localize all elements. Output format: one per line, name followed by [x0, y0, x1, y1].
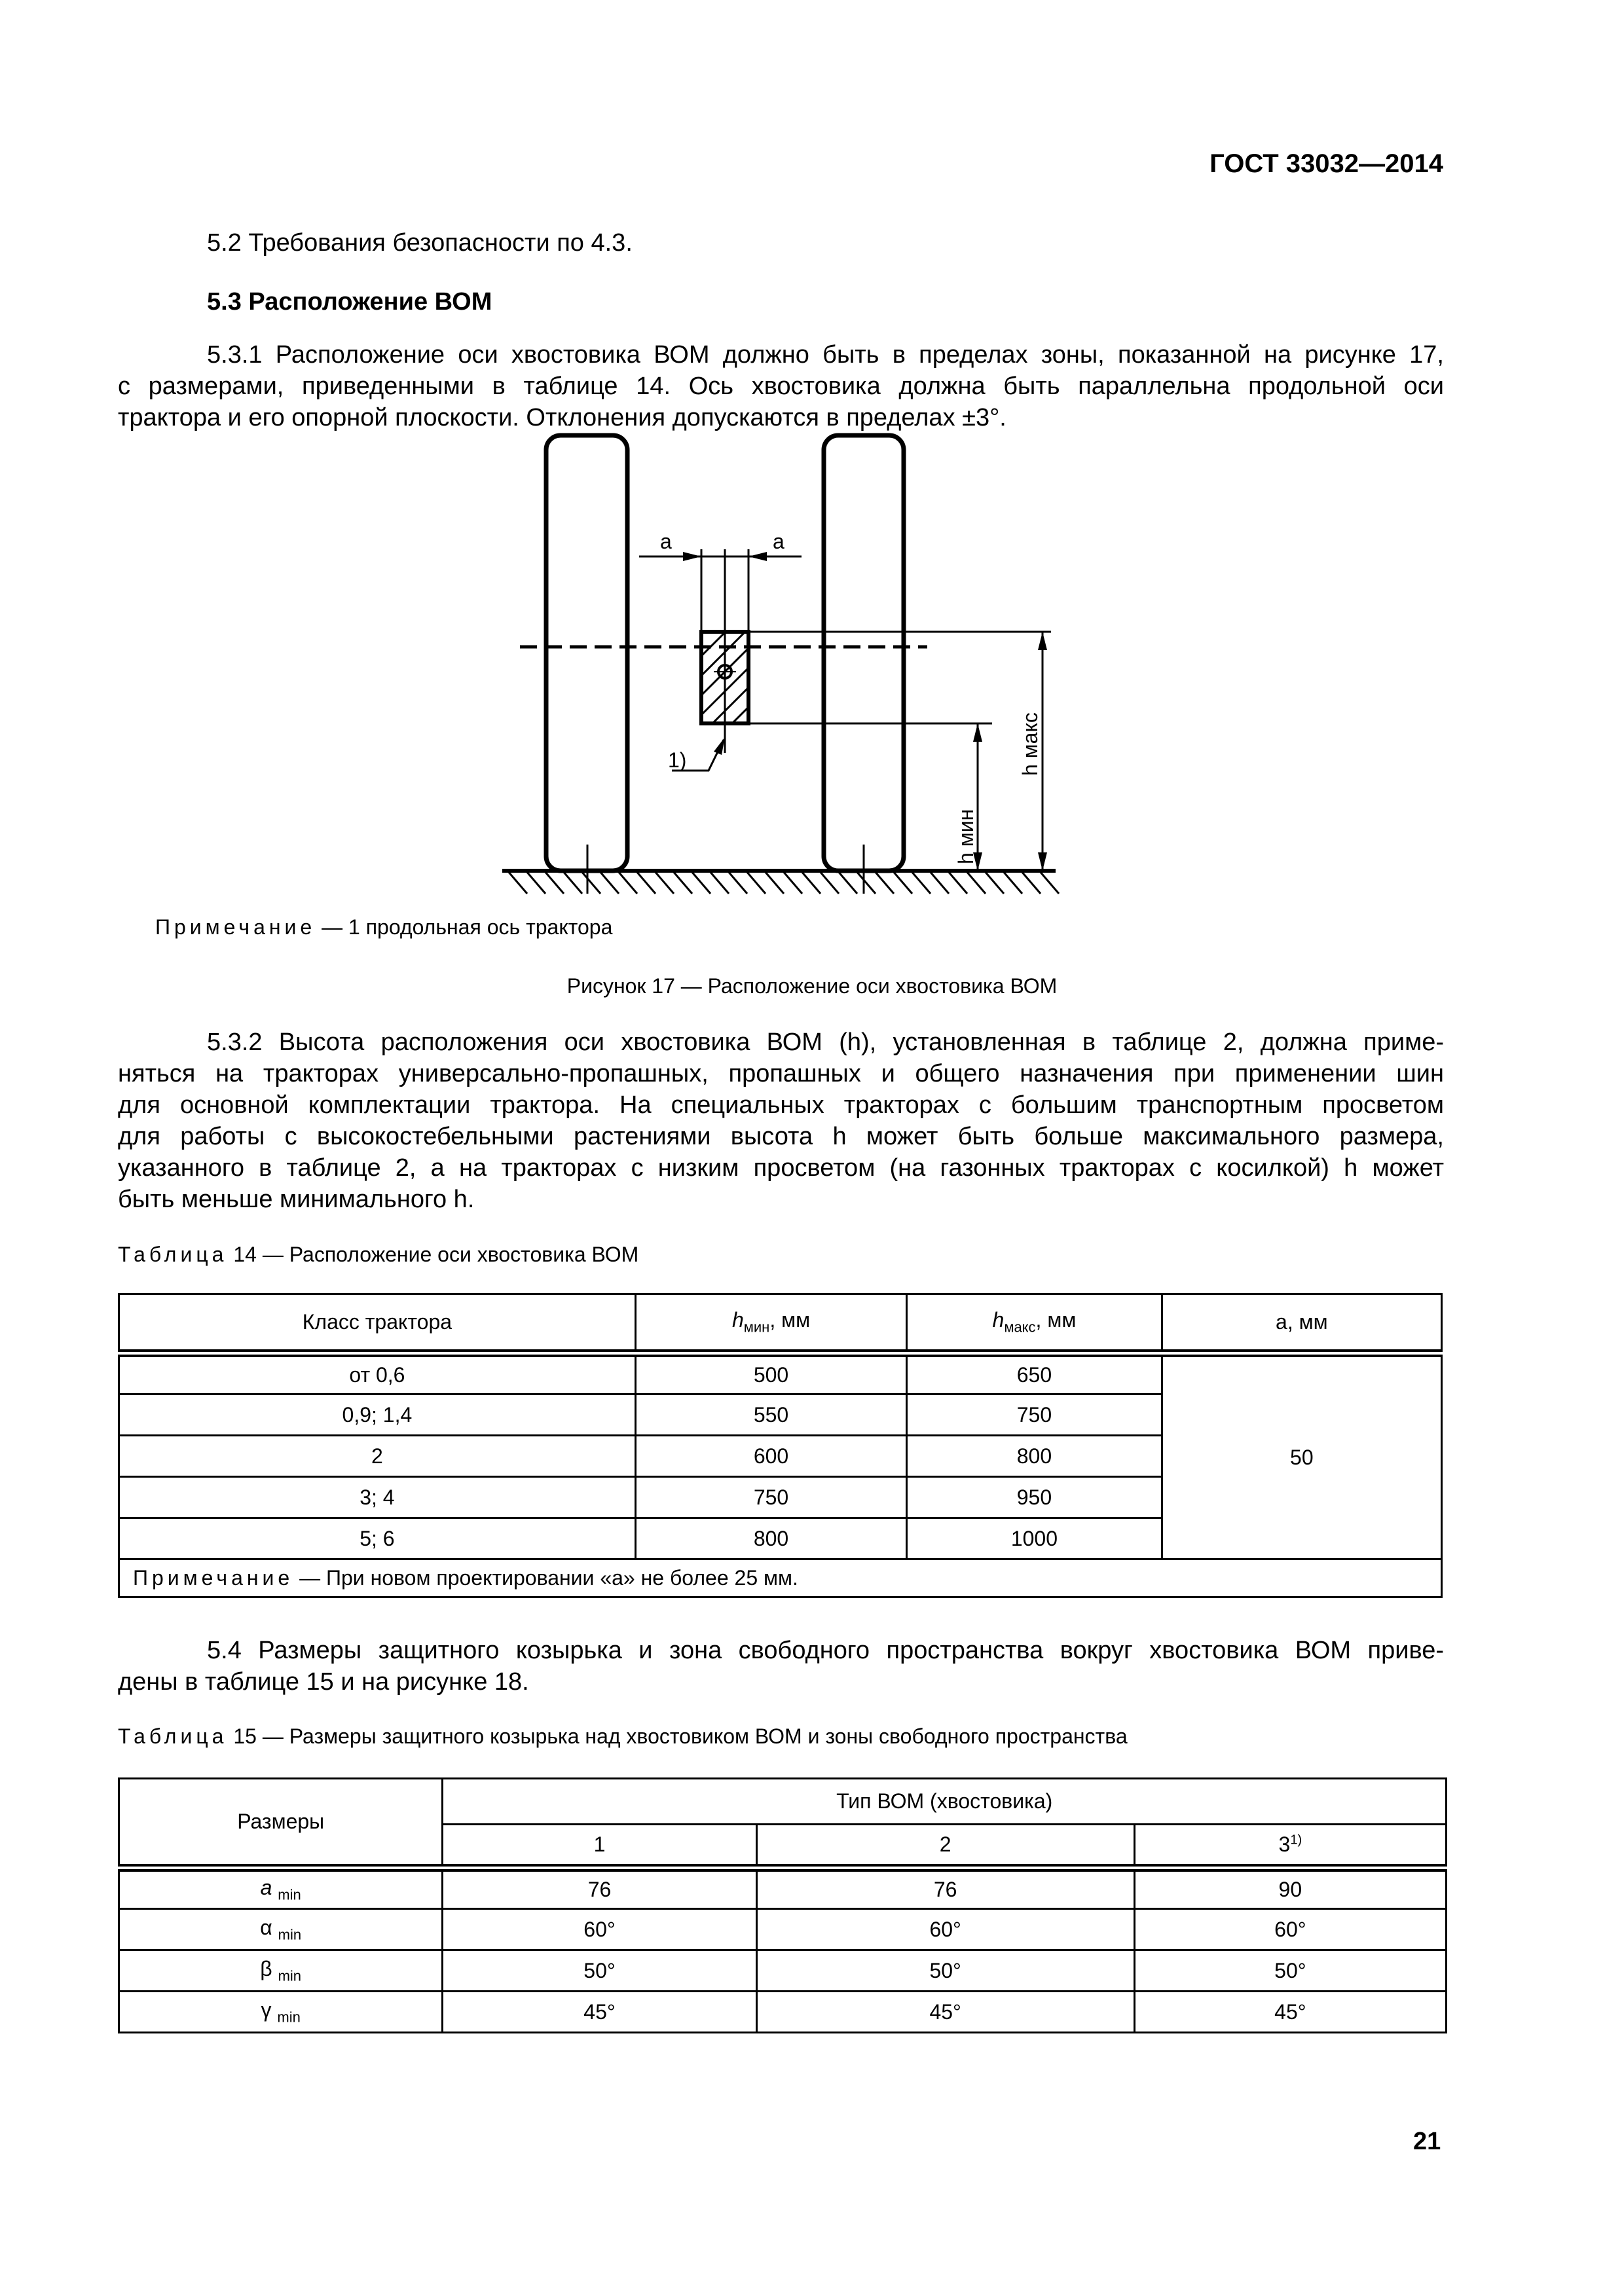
cell-hmin: 750	[635, 1477, 906, 1518]
table-15	[118, 1777, 1447, 2033]
cell-class: 5; 6	[119, 1518, 636, 1559]
cell-hmax: 650	[907, 1353, 1162, 1394]
cell-value: 60°	[1134, 1909, 1446, 1950]
standard-number: ГОСТ 33032—2014	[1209, 149, 1443, 178]
note-text: — 1 продольная ось трактора	[322, 915, 613, 939]
section-5-3-heading: 5.3 Расположение ВОМ	[207, 288, 492, 316]
table-row	[119, 1868, 1447, 1909]
table-row	[119, 1950, 1447, 1992]
header-type-2: 2	[756, 1825, 1134, 1868]
header-type-3: 3$^{1)}$	[1134, 1825, 1446, 1868]
header-hmin: $h_{мин}$, мм	[635, 1294, 906, 1353]
table-note: Примечание — При новом проектировании «а» не более 25 мм.	[119, 1559, 1442, 1597]
figure-caption: Рисунок 17 — Расположение оси хвостовика ВОМ	[566, 974, 1058, 998]
section-5-2: 5.2 Требования безопасности по 4.3.	[207, 229, 633, 257]
paragraph-line: с размерами, приведенными в таблице 14. Ось хвостовика должна быть параллельна продольной оси	[118, 373, 1444, 400]
right-wheel	[824, 435, 904, 871]
header-type: Тип ВОМ (хвостовика)	[443, 1779, 1447, 1825]
cell-param: γ $_{min}$	[119, 1992, 443, 2033]
cell-param: α $_{min}$	[119, 1909, 443, 1950]
cell-class: от 0,6	[119, 1353, 636, 1394]
caption-prefix: Таблица	[118, 1243, 228, 1266]
cell-hmin: 550	[635, 1394, 906, 1436]
cell-value: 50°	[1134, 1950, 1446, 1992]
page-number: 21	[1413, 2128, 1441, 2155]
cell-hmin: 500	[635, 1353, 906, 1394]
header-type-1: 1	[443, 1825, 756, 1868]
header-a: а, мм	[1162, 1294, 1441, 1353]
paragraph-line: 5.3.2 Высота расположения оси хвостовика ВОМ (h), установленная в таблице 2, должна приме-	[207, 1029, 1444, 1056]
cell-hmin: 600	[635, 1436, 906, 1477]
table-14-caption	[118, 1243, 638, 1267]
cell-value: 45°	[1134, 1992, 1446, 2033]
ground-hatching	[507, 871, 1059, 894]
cell-class: 2	[119, 1436, 636, 1477]
caption-text: 15 — Размеры защитного козырька над хвостовиком ВОМ и зоны свободного пространства	[233, 1724, 1128, 1748]
table-14	[118, 1293, 1443, 1598]
cell-value: 45°	[756, 1992, 1134, 2033]
cell-class: 3; 4	[119, 1477, 636, 1518]
paragraph-line: дены в таблице 15 и на рисунке 18.	[118, 1668, 529, 1696]
dim-label-hmin: h мин	[954, 809, 978, 864]
cell-hmax: 750	[907, 1394, 1162, 1436]
caption-prefix: Таблица	[118, 1724, 228, 1748]
paragraph-line: трактора и его опорной плоскости. Отклонения допускаются в пределах ±3°.	[118, 404, 1006, 431]
cell-value: 76	[443, 1868, 756, 1909]
paragraph-line: 5.4 Размеры защитного козырька и зона свободного пространства вокруг хвостовика ВОМ приве-	[207, 1637, 1444, 1664]
dim-label-a-right: a	[773, 530, 784, 553]
paragraph-line: указанного в таблице 2, а на тракторах с низким просветом (на газонных тракторах с косилкой) h может	[118, 1154, 1444, 1182]
paragraph-line: 5.3.1 Расположение оси хвостовика ВОМ должно быть в пределах зоны, показанной на рисунке 17,	[207, 341, 1444, 369]
table-15-caption	[118, 1724, 1128, 1749]
paragraph-line: для работы с высокостебельными растениями высота h может быть больше максимального размера,	[118, 1123, 1444, 1150]
caption-text: 14 — Расположение оси хвостовика ВОМ	[233, 1243, 639, 1266]
leader-label: 1)	[668, 748, 687, 772]
table-row	[119, 1992, 1447, 2033]
dim-label-a-left: a	[660, 530, 672, 553]
dim-label-hmax: h макс	[1018, 712, 1042, 776]
cell-value: 50°	[443, 1950, 756, 1992]
paragraph-line: для основной комплектации трактора. На специальных тракторах с большим транспортным просветом	[118, 1091, 1444, 1119]
cell-hmax: 950	[907, 1477, 1162, 1518]
cell-hmax: 1000	[907, 1518, 1162, 1559]
cell-hmin: 800	[635, 1518, 906, 1559]
note-prefix: Примечание	[155, 915, 316, 939]
figure-note	[155, 915, 612, 939]
cell-value: 45°	[443, 1992, 756, 2033]
cell-param: β $_{min}$	[119, 1950, 443, 1992]
header-hmax: $h_{макс}$, мм	[907, 1294, 1162, 1353]
paragraph-line: быть меньше минимального h.	[118, 1186, 475, 1213]
paragraph-line: няться на тракторах универсально-пропашных, пропашных и общего назначения при применении шин	[118, 1060, 1444, 1087]
header-sizes: Размеры	[119, 1779, 443, 1868]
cell-value: 76	[756, 1868, 1134, 1909]
cell-value: 50°	[756, 1950, 1134, 1992]
table-row	[119, 1353, 1442, 1394]
cell-value: 60°	[756, 1909, 1134, 1950]
figure-17-diagram	[0, 0, 1624, 917]
cell-param: a $_{min}$	[119, 1868, 443, 1909]
header-class: Класс трактора	[119, 1294, 636, 1353]
cell-value: 60°	[443, 1909, 756, 1950]
table-row	[119, 1909, 1447, 1950]
cell-value: 90	[1134, 1868, 1446, 1909]
cell-hmax: 800	[907, 1436, 1162, 1477]
cell-a: 50	[1162, 1353, 1441, 1559]
left-wheel	[546, 435, 627, 871]
cell-class: 0,9; 1,4	[119, 1394, 636, 1436]
